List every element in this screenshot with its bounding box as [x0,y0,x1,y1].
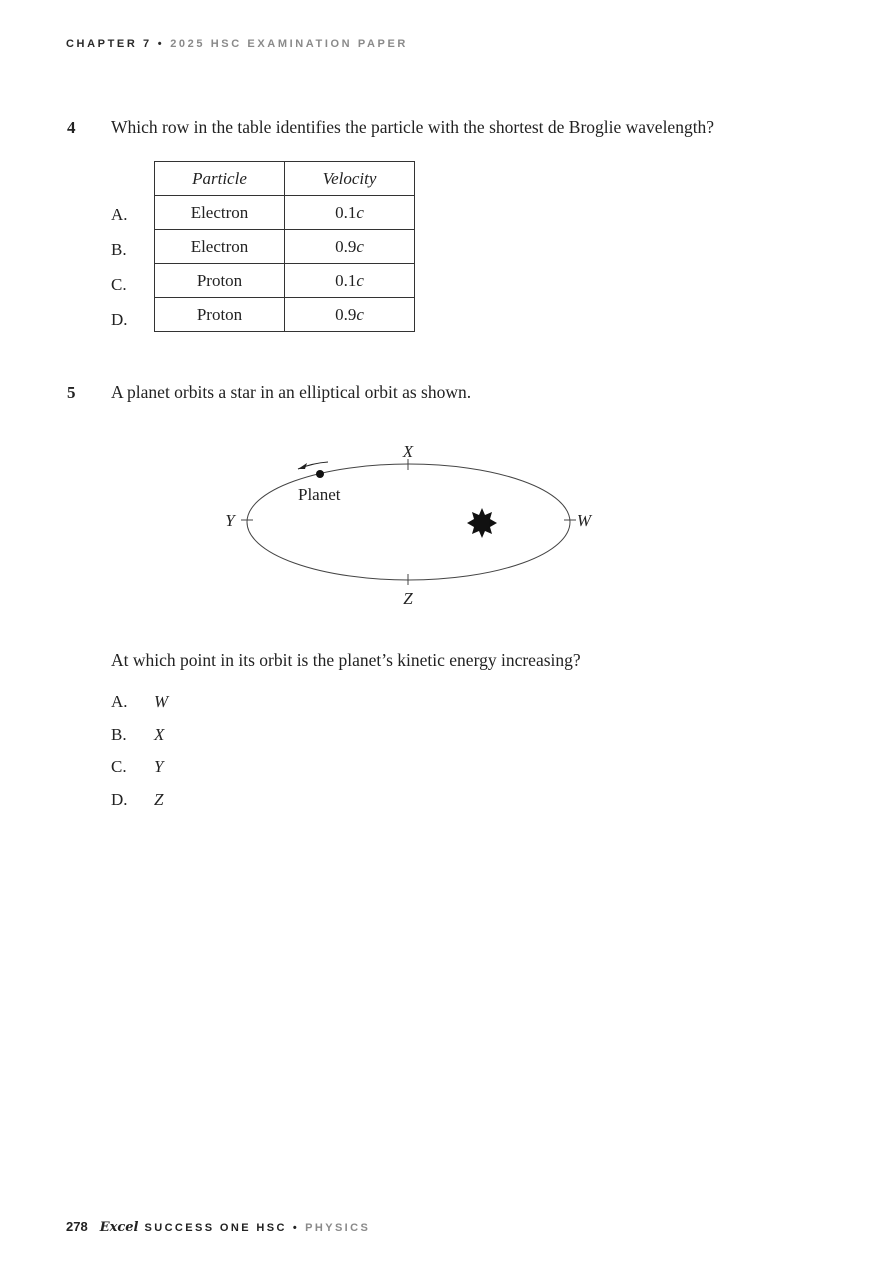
star-icon [467,508,497,538]
q5-option-a [111,692,169,712]
point-label-x: X [402,442,414,461]
footer-separator: • [292,1222,300,1234]
option-letter: B. [111,725,127,744]
orbit-ellipse [247,464,570,580]
q4-option-letter-d: D. [111,310,128,329]
table-row [155,298,415,332]
point-label-y: Y [225,511,235,530]
velocity-number: 0.1 [335,270,357,290]
table-row [155,230,415,264]
table-row [155,264,415,298]
question-5-text: A planet orbits a star in an elliptical orbit as shown. [111,382,472,402]
option-value: Y [154,757,164,776]
velocity-number: 0.9 [335,236,357,256]
planet-dot [316,470,324,478]
table-cell-particle: Electron [155,196,285,230]
velocity-number: 0.9 [335,304,357,324]
question-5-number: 5 [67,383,76,402]
option-value: Z [154,790,164,809]
chapter-label: CHAPTER 7 [66,38,152,50]
q4-option-letter-c: C. [111,275,127,294]
velocity-unit: c [356,270,364,290]
option-letter: A. [111,692,128,711]
subject-name: PHYSICS [305,1222,371,1234]
q4-option-letter-b: B. [111,240,127,259]
table-header-particle: Particle [155,162,285,196]
question-5-prompt: At which point in its orbit is the planet’s kinetic energy increasing? [111,650,581,670]
table-cell-velocity [285,196,415,230]
option-letter: C. [111,757,127,776]
orbit-diagram [210,435,610,615]
option-letter: D. [111,790,128,809]
point-label-z: Z [403,589,413,608]
page-footer [66,1219,370,1235]
header-separator: • [157,38,165,50]
series-name: SUCCESS ONE HSC [144,1222,287,1234]
table-header-velocity: Velocity [285,162,415,196]
table-cell-velocity [285,264,415,298]
velocity-unit: c [356,236,364,256]
question-4-text: Which row in the table identifies the particle with the shortest de Broglie wavelength? [111,117,715,137]
planet-label: Planet [298,485,341,504]
option-value: X [154,725,165,744]
option-value: W [154,692,169,711]
point-label-w: W [576,511,592,530]
q5-option-b [111,725,165,745]
q4-table [154,161,415,332]
velocity-unit: c [356,304,364,324]
question-4-number: 4 [67,118,76,137]
q5-option-c [111,757,164,777]
table-header-row [155,162,415,196]
running-header [66,38,408,50]
table-cell-particle: Proton [155,264,285,298]
arrow-head [298,463,307,469]
brand-logo: Excel [99,1220,139,1235]
q5-option-d [111,790,164,810]
velocity-number: 0.1 [335,202,357,222]
header-title: 2025 HSC EXAMINATION PAPER [170,38,408,50]
table-cell-particle: Proton [155,298,285,332]
table-cell-particle: Electron [155,230,285,264]
table-row [155,196,415,230]
q4-option-letter-a: A. [111,205,128,224]
table-cell-velocity [285,230,415,264]
table-cell-velocity [285,298,415,332]
page-number: 278 [66,1219,88,1234]
velocity-unit: c [356,202,364,222]
